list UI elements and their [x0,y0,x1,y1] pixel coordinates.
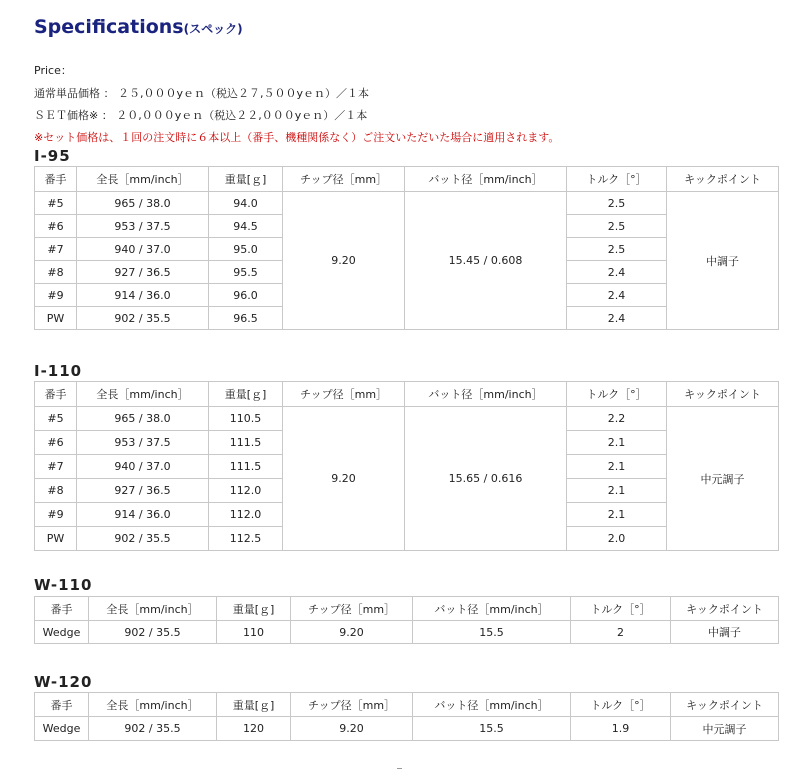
page-title-suffix: (スペック) [183,22,243,36]
table-row [35,407,779,431]
cell-length: 940 / 37.0 [77,455,209,479]
spec-table-w110 [34,596,779,644]
price-note: ※セット価格は、１回の注文時に６本以上（番手、機種関係なく）ご注文いただいた場合に適用されます。 [34,131,560,144]
col-club: 番手 [35,597,89,621]
cell-length: 927 / 36.5 [77,479,209,503]
cell-torque: 2.5 [567,215,667,238]
cell-club: #6 [35,431,77,455]
spec-table-i110 [34,381,779,551]
col-length: 全長［mm/inch］ [89,597,217,621]
cell-club: Wedge [35,621,89,644]
col-tip: チップ径［mm］ [283,382,405,407]
col-weight: 重量[ｇ] [217,693,291,717]
cell-length: 902 / 35.5 [77,527,209,551]
cell-weight: 94.5 [209,215,283,238]
cell-length: 902 / 35.5 [77,307,209,330]
cell-weight: 110.5 [209,407,283,431]
cell-butt: 15.5 [413,621,571,644]
col-butt: バット径［mm/inch］ [405,382,567,407]
table-header-row [35,382,779,407]
col-tip: チップ径［mm］ [291,693,413,717]
cell-tip: 9.20 [291,717,413,741]
cell-weight: 111.5 [209,431,283,455]
page-title [34,16,243,38]
cell-weight: 110 [217,621,291,644]
cell-butt: 15.65 / 0.616 [405,407,567,551]
divider-mark [397,768,402,772]
cell-length: 927 / 36.5 [77,261,209,284]
cell-torque: 2.1 [567,431,667,455]
cell-weight: 112.5 [209,527,283,551]
cell-torque: 2.4 [567,284,667,307]
cell-length: 940 / 37.0 [77,238,209,261]
col-club: 番手 [35,382,77,407]
cell-club: #9 [35,503,77,527]
cell-length: 902 / 35.5 [89,717,217,741]
cell-length: 965 / 38.0 [77,407,209,431]
cell-weight: 95.5 [209,261,283,284]
col-kick: キックポイント [671,597,779,621]
model-heading-i95: I-95 [34,147,71,165]
model-heading-w120: W-120 [34,673,93,691]
cell-butt: 15.45 / 0.608 [405,192,567,330]
cell-weight: 111.5 [209,455,283,479]
col-kick: キックポイント [671,693,779,717]
cell-torque: 2.5 [567,238,667,261]
col-kick: キックポイント [667,382,779,407]
col-torque: トルク［°］ [571,693,671,717]
cell-tip: 9.20 [283,192,405,330]
table-row [35,192,779,215]
cell-club: #7 [35,455,77,479]
cell-length: 914 / 36.0 [77,503,209,527]
cell-torque: 2.1 [567,503,667,527]
cell-length: 965 / 38.0 [77,192,209,215]
col-butt: バット径［mm/inch］ [413,693,571,717]
price-label: Price： [34,64,72,77]
cell-weight: 95.0 [209,238,283,261]
col-weight: 重量[ｇ] [209,382,283,407]
cell-club: PW [35,527,77,551]
col-length: 全長［mm/inch］ [77,382,209,407]
cell-weight: 96.5 [209,307,283,330]
cell-club: #7 [35,238,77,261]
model-heading-i110: I-110 [34,362,83,380]
col-tip: チップ径［mm］ [283,167,405,192]
cell-club: #8 [35,261,77,284]
col-butt: バット径［mm/inch］ [405,167,567,192]
cell-torque: 2.0 [567,527,667,551]
col-torque: トルク［°］ [567,382,667,407]
col-tip: チップ径［mm］ [291,597,413,621]
spec-table-i95 [34,166,779,330]
price-regular: 通常単品価格 ： ２５,０００yｅｎ（税込２７,５００yｅｎ）／１本 [34,87,370,100]
col-torque: トルク［°］ [567,167,667,192]
col-length: 全長［mm/inch］ [89,693,217,717]
col-torque: トルク［°］ [571,597,671,621]
cell-weight: 112.0 [209,503,283,527]
cell-club: #9 [35,284,77,307]
cell-club: #6 [35,215,77,238]
cell-butt: 15.5 [413,717,571,741]
cell-weight: 94.0 [209,192,283,215]
cell-weight: 112.0 [209,479,283,503]
cell-torque: 2 [571,621,671,644]
cell-torque: 2.4 [567,307,667,330]
col-kick: キックポイント [667,167,779,192]
spec-table-w120 [34,692,779,741]
cell-torque: 1.9 [571,717,671,741]
cell-club: #5 [35,192,77,215]
table-header-row [35,167,779,192]
cell-club: #8 [35,479,77,503]
cell-club: PW [35,307,77,330]
table-row [35,621,779,644]
page-title-text: Specifications [34,16,184,38]
table-row [35,717,779,741]
col-weight: 重量[ｇ] [217,597,291,621]
cell-length: 953 / 37.5 [77,431,209,455]
cell-length: 914 / 36.0 [77,284,209,307]
cell-weight: 96.0 [209,284,283,307]
cell-torque: 2.1 [567,455,667,479]
cell-weight: 120 [217,717,291,741]
col-club: 番手 [35,693,89,717]
cell-torque: 2.4 [567,261,667,284]
cell-kick: 中調子 [671,621,779,644]
cell-kick: 中元調子 [671,717,779,741]
cell-torque: 2.1 [567,479,667,503]
cell-torque: 2.5 [567,192,667,215]
col-length: 全長［mm/inch］ [77,167,209,192]
table-header-row [35,693,779,717]
cell-length: 902 / 35.5 [89,621,217,644]
cell-torque: 2.2 [567,407,667,431]
cell-tip: 9.20 [283,407,405,551]
col-butt: バット径［mm/inch］ [413,597,571,621]
col-weight: 重量[ｇ] [209,167,283,192]
cell-club: Wedge [35,717,89,741]
cell-length: 953 / 37.5 [77,215,209,238]
cell-kick: 中調子 [667,192,779,330]
price-set: ＳＥＴ価格※ ： ２０,０００yｅｎ（税込２２,０００yｅｎ）／１本 [34,109,368,122]
cell-kick: 中元調子 [667,407,779,551]
cell-club: #5 [35,407,77,431]
col-club: 番手 [35,167,77,192]
model-heading-w110: W-110 [34,576,93,594]
table-header-row [35,597,779,621]
cell-tip: 9.20 [291,621,413,644]
